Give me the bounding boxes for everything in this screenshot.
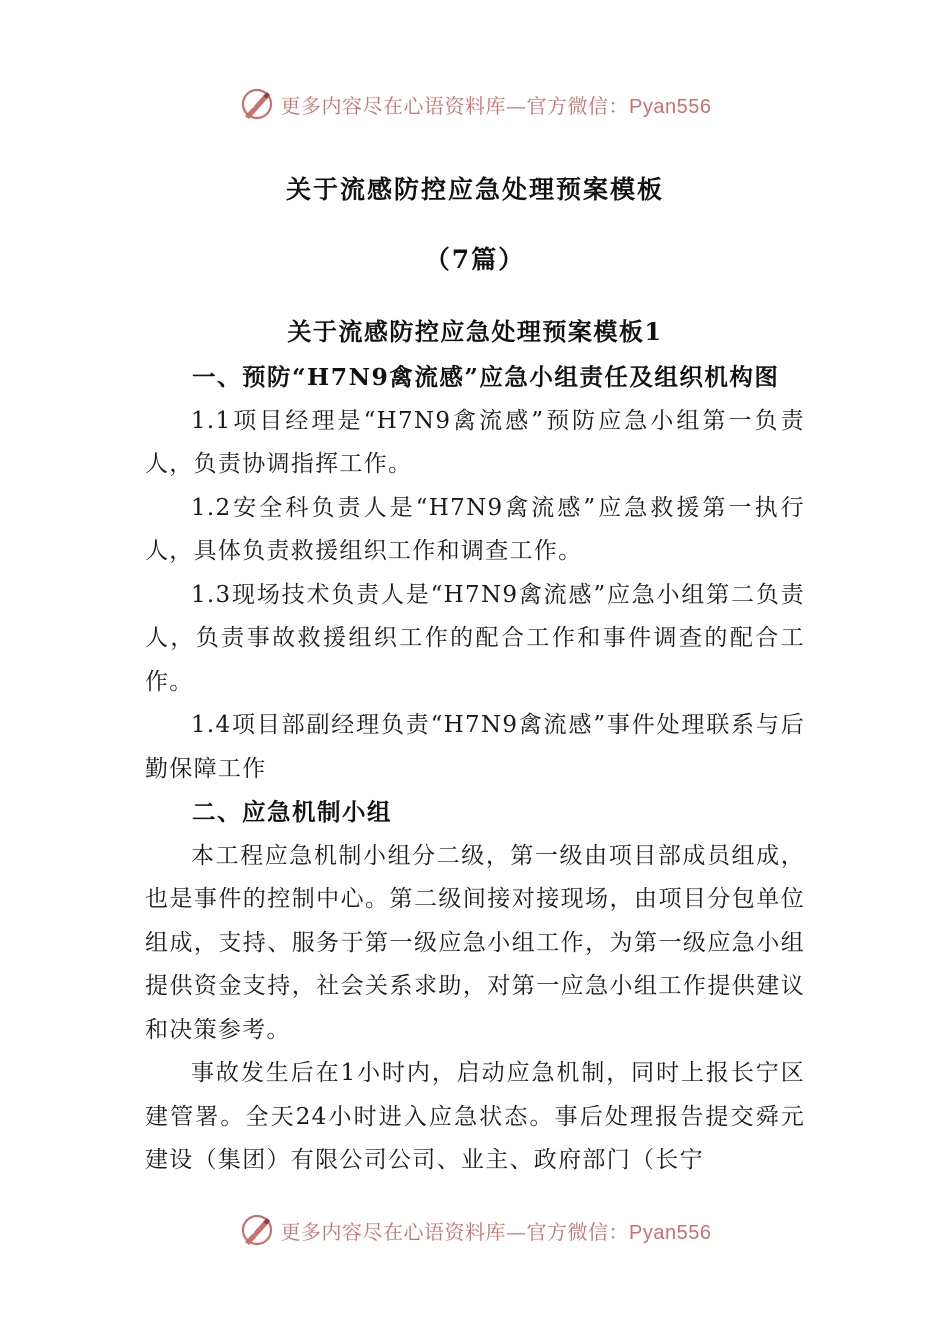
footer-watermark <box>0 1208 950 1252</box>
paragraph-1-4: 1.4项目部副经理负责“H7N9禽流感”事件处理联系与后勤保障工作 <box>145 712 805 782</box>
paragraph-1-3: 1.3现场技术负责人是“H7N9禽流感”应急小组第二负责人，负责事故救援组织工作的配合工作和事件调查的配合工作。 <box>145 581 805 695</box>
document-title: 关于流感防控应急处理预案模板 <box>285 175 664 204</box>
watermark-text: 更多内容尽在心语资料库—官方微信：Pyan556 <box>280 1219 712 1244</box>
paragraph-1-2: 1.2安全科负责人是“H7N9禽流感”应急救援第一执行人，具体负责救援组织工作和调查工作。 <box>145 494 805 564</box>
header-watermark <box>0 82 950 126</box>
heading-emergency-mechanism: 二、应急机制小组 <box>192 798 392 826</box>
paragraph-reporting: 事故发生后在1小时内，启动应急机制，同时上报长宁区建管署。全天24小时进入应急状态。事后处理报告提交舜元建设（集团）有限公司公司、业主、政府部门（长宁 <box>145 1060 805 1173</box>
paragraph-1-1: 1.1项目经理是“H7N9禽流感”预防应急小组第一负责人，负责协调指挥工作。 <box>145 407 805 477</box>
heading-organization: 一、预防“H7N9禽流感”应急小组责任及组织机构图 <box>192 363 780 391</box>
paragraph-mechanism: 本工程应急机制小组分二级，第一级由项目部成员组成，也是事件的控制中心。第二级间接对接现场，由项目分包单位组成，支持、服务于第一级应急小组工作，为第一级应急小组提供资金支持，社会关系求助，对第一应急小组工作提供建议和决策参考。 <box>145 842 805 1043</box>
document-subtitle: （7篇） <box>424 245 526 274</box>
pen-logo-icon <box>239 1212 275 1248</box>
watermark-text: 更多内容尽在心语资料库—官方微信：Pyan556 <box>280 93 712 118</box>
document-body <box>145 356 805 1183</box>
section-title: 关于流感防控应急处理预案模板1 <box>287 317 663 346</box>
pen-logo-icon <box>239 86 275 122</box>
